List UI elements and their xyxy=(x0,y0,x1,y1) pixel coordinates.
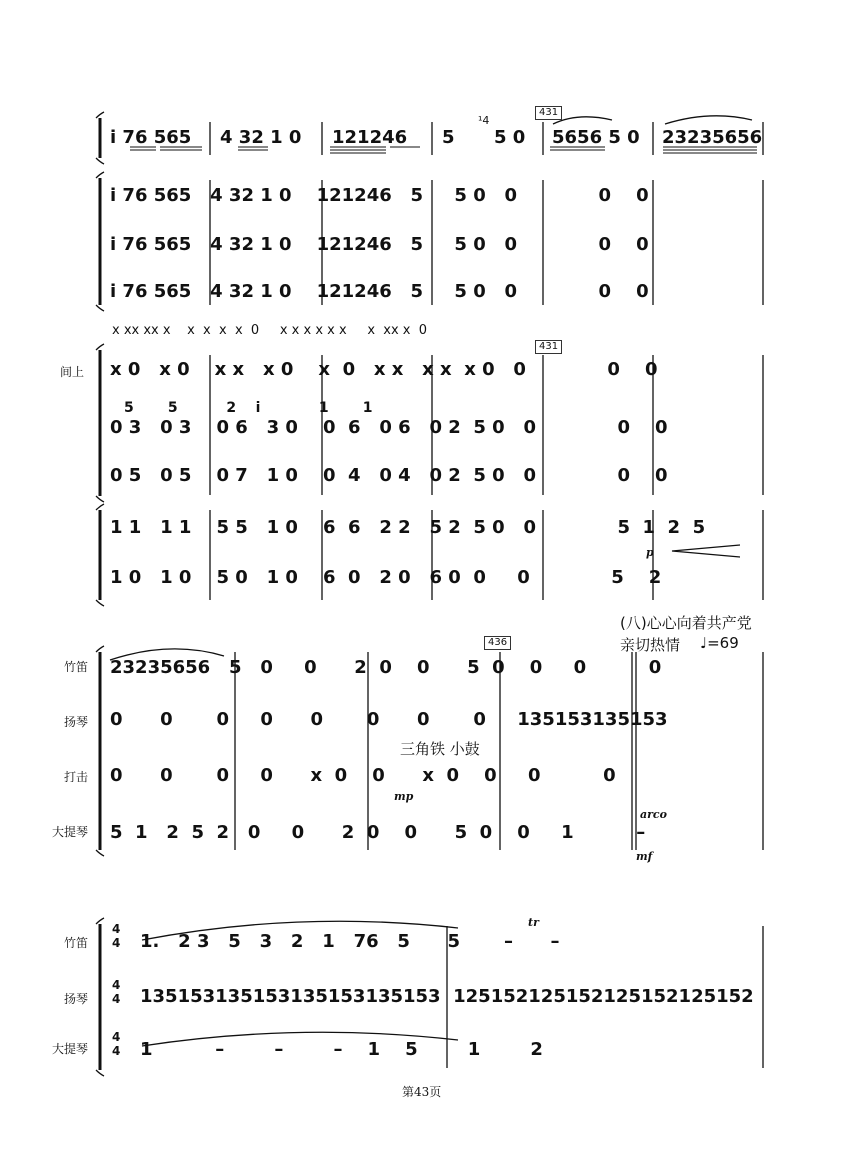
side-label: 间上 xyxy=(60,365,85,379)
s1-dizi-m4b: 5 0 xyxy=(494,127,526,148)
s2-yang: 0 0 0 0 0 0 0 0 135153135153 xyxy=(110,709,668,730)
page-number: 第43页 xyxy=(402,1085,442,1099)
s1-perc: x 0 x 0 x x x 0 x 0 x x x x x 0 0 0 0 xyxy=(110,359,658,380)
s1-dizi-m1: i 76 565 xyxy=(110,127,192,148)
dynamic-mf: mf xyxy=(636,850,653,863)
section-subheading: 亲切热情 xyxy=(620,636,681,654)
s1-r3: i 76 565 4 32 1 0 121246 5 5 0 0 0 0 xyxy=(110,234,649,255)
s1-bass1: 1 1 1 1 5 5 1 0 6 6 2 2 5 2 5 0 0 5 1 2 5 xyxy=(110,517,706,538)
label-cello: 大提琴 xyxy=(52,825,89,839)
s1-dizi-m4: 5 xyxy=(442,127,455,148)
perc-note: 三角铁 小鼓 xyxy=(400,740,480,758)
rehearsal-mark-2: 431 xyxy=(535,340,562,354)
s3-yang: 135153135153135153135153 125152125152125152125152 xyxy=(140,986,754,1007)
tempo-marking: ♩=69 xyxy=(700,634,739,652)
s3-cello: 1 – – – 1 5 1 2 xyxy=(140,1039,543,1060)
arco: arco xyxy=(640,808,667,821)
dynamic-p: p xyxy=(646,546,654,559)
s1-r2: i 76 565 4 32 1 0 121246 5 5 0 0 0 0 xyxy=(110,185,649,206)
s1-dizi-m2: 4 32 1 0 xyxy=(220,127,302,148)
timesig-3: 4 4 xyxy=(112,1030,121,1058)
s1-yang2: 0 5 0 5 0 7 1 0 0 4 0 4 0 2 5 0 0 0 0 xyxy=(110,465,668,486)
perc-top: x xx xx x x x x x 0 x x x x x x x xx x 0 xyxy=(112,323,428,338)
s2-perc: 0 0 0 0 x 0 0 x 0 0 0 0 xyxy=(110,765,616,786)
trill: tr xyxy=(528,916,539,929)
label-cello-3: 大提琴 xyxy=(52,1042,89,1056)
s1-yang-upper: 5 5 2 i 1 1 xyxy=(124,400,373,416)
label-dizi-3: 竹笛 xyxy=(64,936,89,950)
s1-yang1: 0 3 0 3 0 6 3 0 0 6 0 6 0 2 5 0 0 0 0 xyxy=(110,417,668,438)
s1-r4: i 76 565 4 32 1 0 121246 5 5 0 0 0 0 xyxy=(110,281,649,302)
s1-bass2: 1 0 1 0 5 0 1 0 6 0 2 0 6 0 0 0 5 2 xyxy=(110,567,662,588)
s1-dizi-m3: 121246 xyxy=(332,127,408,148)
label-yangqin: 扬琴 xyxy=(64,715,89,729)
timesig-2: 4 4 xyxy=(112,978,121,1006)
label-yangqin-3: 扬琴 xyxy=(64,992,89,1006)
dynamic-mp: mp xyxy=(394,790,414,803)
label-perc: 打击 xyxy=(64,770,89,784)
s2-cello: 5 1 2 5 2 0 0 2 0 0 5 0 0 1 – xyxy=(110,822,646,843)
rehearsal-436: 436 xyxy=(484,636,511,650)
s3-dizi: 1. 2 3 5 3 2 1 76 5 5 – – xyxy=(140,931,560,952)
s2-dizi: 23235656 5 0 0 2 0 0 5 0 0 0 0 xyxy=(110,657,662,678)
label-dizi: 竹笛 xyxy=(64,660,89,674)
timesig-1: 4 4 xyxy=(112,922,121,950)
rehearsal-mark: 431 xyxy=(535,106,562,120)
s1-dizi-m5: 5656 5 0 xyxy=(552,127,640,148)
tempo-sign: ¹4 xyxy=(478,114,490,127)
section-heading: (八)心心向着共产党 xyxy=(620,614,752,632)
s1-dizi-m6: 23235656 xyxy=(662,127,763,148)
